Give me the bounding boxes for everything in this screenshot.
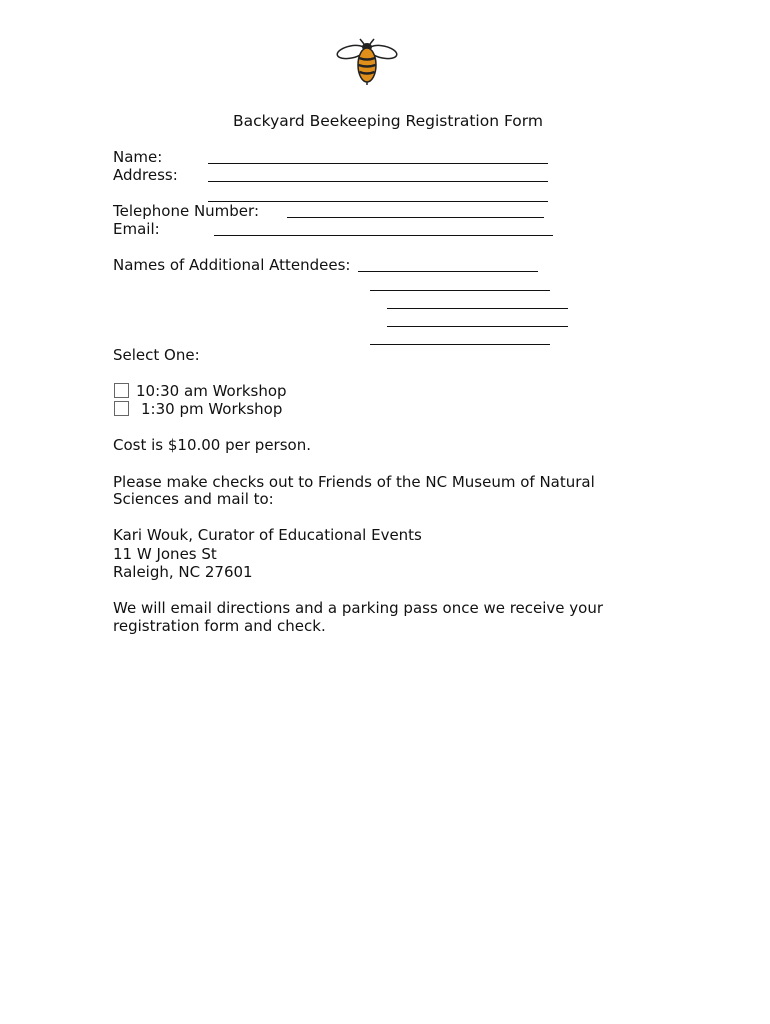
workshop-130-label: 1:30 pm Workshop	[141, 400, 283, 418]
mail-to-name: Kari Wouk, Curator of Educational Events	[113, 526, 422, 544]
checks-text-line-2: Sciences and mail to:	[113, 490, 274, 508]
address-field-line-2[interactable]	[208, 201, 548, 202]
attendee-field-line-2[interactable]	[370, 290, 550, 291]
mail-to-city: Raleigh, NC 27601	[113, 563, 253, 581]
closing-text-line-1: We will email directions and a parking pass once we receive your	[113, 599, 604, 617]
workshop-1030-label: 10:30 am Workshop	[136, 382, 287, 400]
name-field-line[interactable]	[208, 163, 548, 164]
email-label: Email:	[113, 220, 160, 238]
address-field-line-1[interactable]	[208, 181, 548, 182]
mail-to-street: 11 W Jones St	[113, 545, 217, 563]
telephone-label: Telephone Number:	[113, 202, 259, 220]
workshop-130-checkbox[interactable]	[114, 401, 129, 416]
name-label: Name:	[113, 148, 163, 166]
attendee-field-line-3[interactable]	[387, 308, 568, 309]
attendees-label: Names of Additional Attendees:	[113, 256, 351, 274]
attendee-field-line-4[interactable]	[387, 326, 568, 327]
select-one-label: Select One:	[113, 346, 200, 364]
address-label: Address:	[113, 166, 178, 184]
cost-text: Cost is $10.00 per person.	[113, 436, 311, 454]
bee-icon	[336, 38, 398, 86]
attendee-field-line-5[interactable]	[370, 344, 550, 345]
email-field-line[interactable]	[214, 235, 553, 236]
workshop-1030-checkbox[interactable]	[114, 383, 129, 398]
checks-text-line-1: Please make checks out to Friends of the NC Museum of Natural	[113, 473, 595, 491]
page-title: Backyard Beekeeping Registration Form	[233, 112, 543, 130]
attendee-field-line-1[interactable]	[358, 271, 538, 272]
closing-text-line-2: registration form and check.	[113, 617, 326, 635]
telephone-field-line[interactable]	[287, 217, 544, 218]
